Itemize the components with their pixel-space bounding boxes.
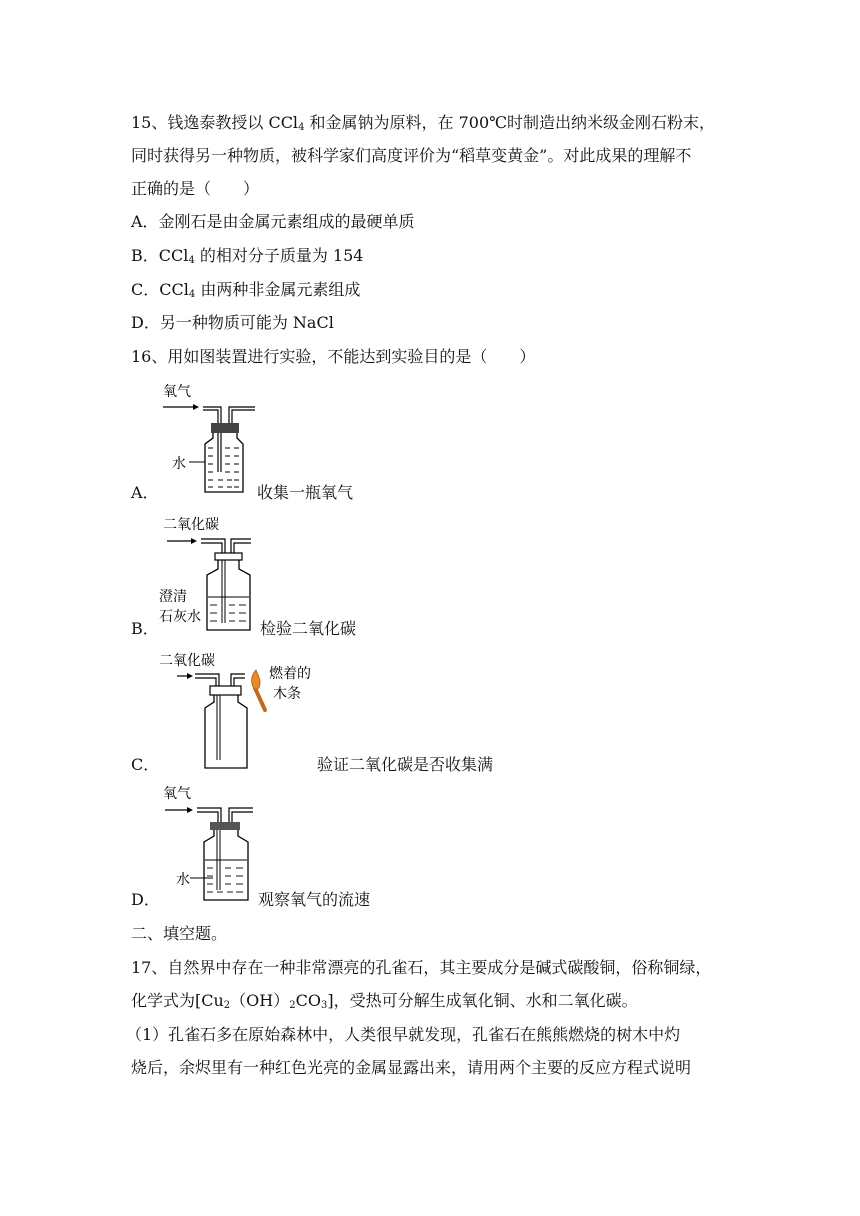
q15-option-c-text: C．CCl [131,280,189,299]
fig-b-liquid-label-1: 澄清 [159,589,187,605]
q17-part1-line-1: （1）孔雀石多在原始森林中，人类很早就发现，孔雀石在熊熊燃烧的树木中灼 [126,1025,681,1044]
q16-stem: 16、用如图装置进行实验，不能达到实验目的是（ ） [131,347,536,366]
q16-option-c-letter: C． [131,755,160,774]
q15-option-a: A．金刚石是由金属元素组成的最硬单质 [131,212,415,231]
fig-c-stick-label-2: 木条 [273,686,301,702]
fig-b-gas-label: 二氧化碳 [163,517,219,533]
q15-line-3: 正确的是（ ） [131,179,260,198]
q16-option-d-caption: 观察氧气的流速 [258,890,371,909]
q16-option-a-caption: 收集一瓶氧气 [257,483,354,502]
q16-option-b-letter: B． [131,619,159,638]
q15-option-b-rest: 的相对分子质量为 154 [194,246,364,265]
fig-b-liquid-label-2: 石灰水 [159,609,201,625]
q17-line-1: 17、自然界中存在一种非常漂亮的孔雀石，其主要成分是碱式碳酸铜，俗称铜绿， [131,958,712,977]
q17-line-2 [131,991,638,1016]
q15-option-c-subscript: 4 [188,289,196,300]
q15-option-b-text: B．CCl [131,246,189,265]
q15-option-c [131,280,360,305]
q15-line-1-rest: 和金属钠为原料，在 700℃时制造出纳米级金刚石粉末， [304,113,716,132]
q17-formula-part-1: 化学式为[Cu [131,991,224,1010]
q16-option-a-letter: A． [131,483,159,502]
fig-c-gas-label: 二氧化碳 [159,653,215,669]
q15-option-b [131,246,363,271]
q15-line-2: 同时获得另一种物质，被科学家们高度评价为“稻草变黄金”。对此成果的理解不 [131,146,692,165]
q15-option-c-rest: 由两种非金属元素组成 [195,280,361,299]
q16-option-b-caption: 检验二氧化碳 [260,619,357,638]
q17-formula-sub-2: 2 [289,1000,296,1011]
q16-figure-b [155,513,260,638]
q15-option-d: D．另一种物质可能为 NaCl [131,313,334,332]
q17-formula-part-2: （OH） [230,991,290,1010]
q15-line-1 [131,113,715,138]
q16-option-d-letter: D． [131,890,160,909]
q17-line-2-rest: ]，受热可分解生成氧化铜、水和二氧化碳。 [327,991,638,1010]
q16-figure-d [155,782,260,907]
q17-formula-sub-1: 2 [223,1000,231,1011]
fig-d-liquid-label: 水 [176,872,190,888]
q17-formula-part-3: CO [295,991,321,1010]
q15-option-b-subscript: 4 [188,255,195,266]
q17-formula-sub-3: 3 [320,1000,328,1011]
q16-option-c-caption: 验证二氧化碳是否收集满 [317,755,494,774]
fig-d-gas-label: 氧气 [163,786,191,802]
fig-a-gas-label: 氧气 [163,384,191,400]
q15-line-1-subscript: 4 [298,122,305,133]
q16-figure-c [155,648,330,773]
section-heading: 二、填空题。 [131,924,228,943]
fig-a-liquid-label: 水 [172,456,186,472]
fig-c-stick-label-1: 燃着的 [269,666,311,682]
q15-line-1-text: 15、钱逸泰教授以 CCl [131,113,299,132]
q16-figure-a [155,380,260,500]
q17-part1-line-2: 烧后，余烬里有一种红色光亮的金属显露出来，请用两个主要的反应方程式说明 [131,1058,692,1077]
